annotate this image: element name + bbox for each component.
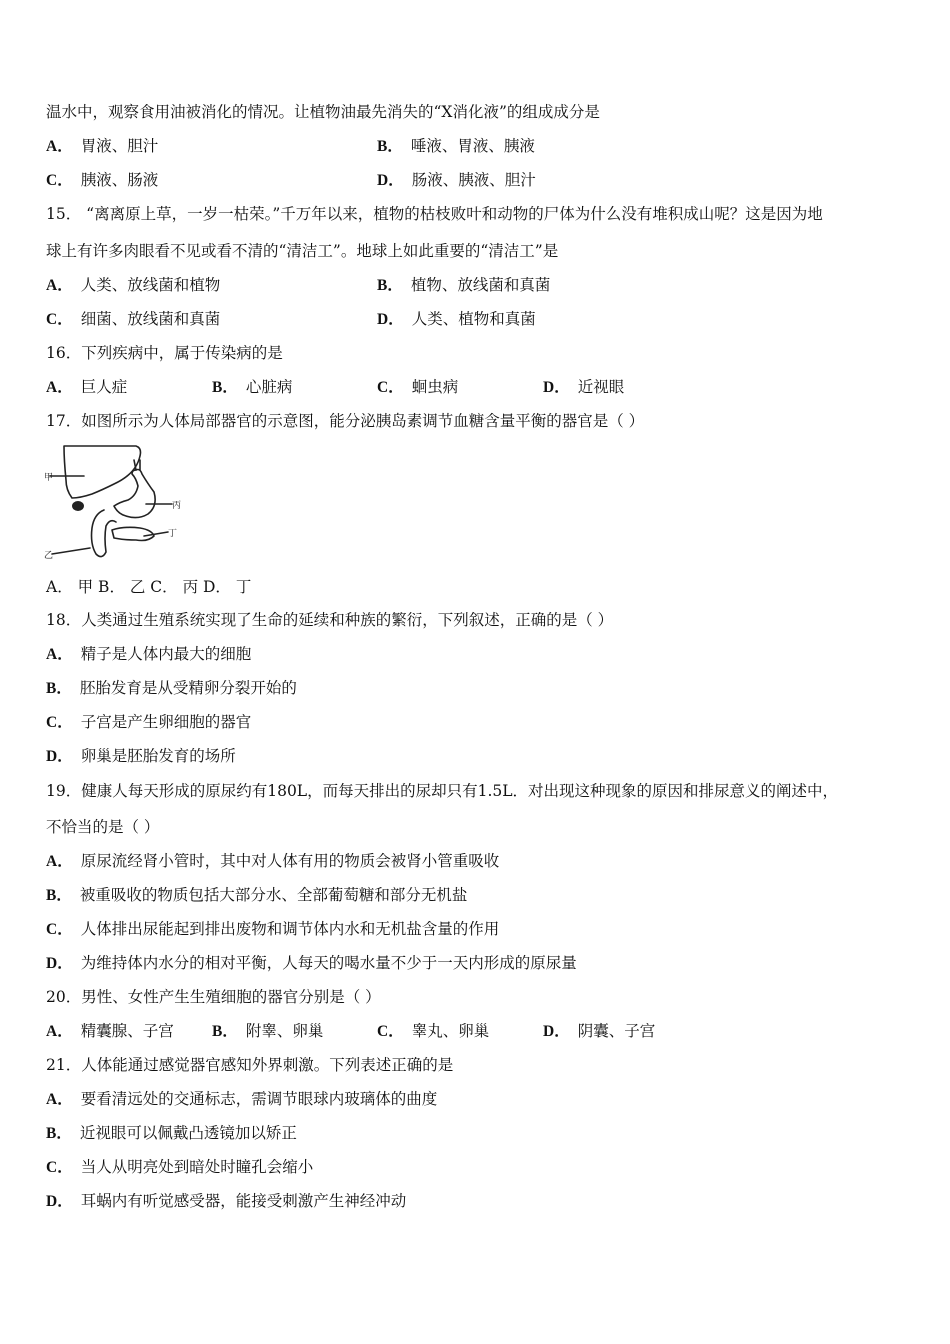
q20-option-d[interactable] [543,1021,655,1042]
option-text: 当人从明亮处到暗处时瞳孔会缩小 [80,1158,314,1176]
q21-option-b[interactable] [46,1123,297,1144]
q15-option-d[interactable] [377,309,536,330]
figure-label-bing: 丙 [172,501,182,511]
option-label: D． [377,311,404,328]
option-text: 人类、植物和真菌 [411,310,536,328]
figure-label-ding: 丁 [168,529,178,539]
q19-stem-line1: 19．健康人每天形成的原尿约有180L，而每天排出的尿却只有1.5L．对出现这种现象的原因和排尿意义的阐述中， [46,782,839,800]
q18-stem: 18．人类通过生殖系统实现了生命的延续和种族的繁衍，下列叙述，正确的是（ ） [46,611,614,629]
option-text: 近视眼可以佩戴凸透镜加以矫正 [79,1124,297,1142]
q21-option-d[interactable] [46,1191,406,1212]
option-text: 要看清远处的交通标志，需调节眼球内玻璃体的曲度 [80,1090,438,1108]
q14-option-a[interactable] [46,136,158,157]
option-label: A． [46,138,73,155]
q20-stem: 20．男性、女性产生生殖细胞的器官分别是（ ） [46,988,381,1006]
option-label: D． [377,172,404,189]
option-text: 蛔虫病 [411,378,459,396]
option-label: C． [46,1159,73,1176]
option-label: B． [212,379,238,396]
q21-option-a[interactable] [46,1089,437,1110]
option-label: A． [46,277,73,294]
option-text: 原尿流经肾小管时，其中对人体有用的物质会被肾小管重吸收 [80,852,500,870]
q16-stem: 16．下列疾病中，属于传染病的是 [46,344,283,362]
q20-option-b[interactable] [212,1021,323,1042]
q15-option-b[interactable] [377,275,550,296]
q19-stem-line2: 不恰当的是（ ） [46,818,160,836]
option-text: 近视眼 [577,378,625,396]
option-text: 被重吸收的物质包括大部分水、全部葡萄糖和部分无机盐 [79,886,468,904]
option-text: 心脏病 [245,378,293,396]
option-text: 胰液、肠液 [80,171,159,189]
q19-option-b[interactable] [46,885,467,906]
option-label: D． [46,1193,73,1210]
option-text: 卵巢是胚胎发育的场所 [80,747,236,765]
figure-label-yi: 乙 [44,551,54,561]
option-label: B． [46,680,72,697]
q19-option-c[interactable] [46,919,499,940]
option-text: 肠液、胰液、胆汁 [411,171,536,189]
q17-options[interactable]: A． 甲 B． 乙 C． 丙 D． 丁 [46,578,252,596]
q16-option-a[interactable] [46,377,127,398]
q18-option-a[interactable] [46,644,251,665]
option-text: 人类、放线菌和植物 [80,276,221,294]
q19-option-d[interactable] [46,953,577,974]
option-label: A． [46,1023,73,1040]
option-text: 附睾、卵巢 [245,1022,324,1040]
option-label: C． [377,1023,404,1040]
q14-option-d[interactable] [377,170,536,191]
option-label: B． [377,138,403,155]
option-label: B． [46,1125,72,1142]
q16-option-c[interactable] [377,377,458,398]
option-label: A． [46,379,73,396]
figure-label-jia: 甲 [44,473,54,483]
option-label: D． [543,1023,570,1040]
option-text: 巨人症 [80,378,128,396]
q18-option-c[interactable] [46,712,251,733]
q20-option-c[interactable] [377,1021,489,1042]
q17-stem: 17．如图所示为人体局部器官的示意图，能分泌胰岛素调节血糖含量平衡的器官是（ ） [46,412,645,430]
q18-option-d[interactable] [46,746,236,767]
stomach-shape [114,470,155,518]
q16-option-b[interactable] [212,377,292,398]
q21-stem: 21．人体能通过感觉器官感知外界刺激。下列表述正确的是 [46,1056,454,1074]
option-label: B． [46,887,72,904]
option-label: B． [377,277,403,294]
digestive-organs-figure [44,440,184,566]
option-label: D． [543,379,570,396]
option-text: 细菌、放线菌和真菌 [80,310,221,328]
option-text: 精子是人体内最大的细胞 [80,645,252,663]
option-label: D． [46,955,73,972]
q15-stem-line1: 15． “离离原上草，一岁一枯荣。”千万年以来，植物的枯枝败叶和动物的尸体为什么没有堆积成山呢？这是因为地 [46,205,823,223]
q14-option-c[interactable] [46,170,158,191]
option-label: D． [46,748,73,765]
option-label: B． [212,1023,238,1040]
option-label: C． [46,921,73,938]
q14-stem-tail: 温水中，观察食用油被消化的情况。让植物油最先消失的“X消化液”的组成成分是 [46,103,600,121]
liver-shape [64,446,141,498]
option-label: A． [46,646,73,663]
option-text: 唾液、胃液、胰液 [410,137,535,155]
option-label: C． [377,379,404,396]
option-text: 胃液、胆汁 [80,137,159,155]
q14-option-b[interactable] [377,136,535,157]
q16-option-d[interactable] [543,377,624,398]
pancreas-shape [112,527,154,540]
option-text: 子宫是产生卵细胞的器官 [80,713,252,731]
gallbladder-shape [72,501,84,511]
option-text: 阴囊、子宫 [577,1022,656,1040]
option-text: 精囊腺、子宫 [80,1022,174,1040]
option-text: 为维持体内水分的相对平衡，人每天的喝水量不少于一天内形成的原尿量 [80,954,577,972]
q15-option-c[interactable] [46,309,220,330]
option-label: C． [46,714,73,731]
option-text: 人体排出尿能起到排出废物和调节体内水和无机盐含量的作用 [80,920,500,938]
yi-leader-line [52,548,90,554]
option-label: C． [46,311,73,328]
option-label: A． [46,853,73,870]
option-label: A． [46,1091,73,1108]
q15-stem-line2: 球上有许多肉眼看不见或看不清的“清洁工”。地球上如此重要的“清洁工”是 [46,242,559,260]
ding-leader-line [144,532,168,536]
q15-option-a[interactable] [46,275,220,296]
q20-option-a[interactable] [46,1021,174,1042]
q21-option-c[interactable] [46,1157,313,1178]
q19-option-a[interactable] [46,851,499,872]
q18-option-b[interactable] [46,678,297,699]
option-text: 胚胎发育是从受精卵分裂开始的 [79,679,297,697]
option-text: 睾丸、卵巢 [411,1022,490,1040]
option-text: 植物、放线菌和真菌 [410,276,551,294]
option-text: 耳蜗内有听觉感受器，能接受刺激产生神经冲动 [80,1192,407,1210]
option-label: C． [46,172,73,189]
